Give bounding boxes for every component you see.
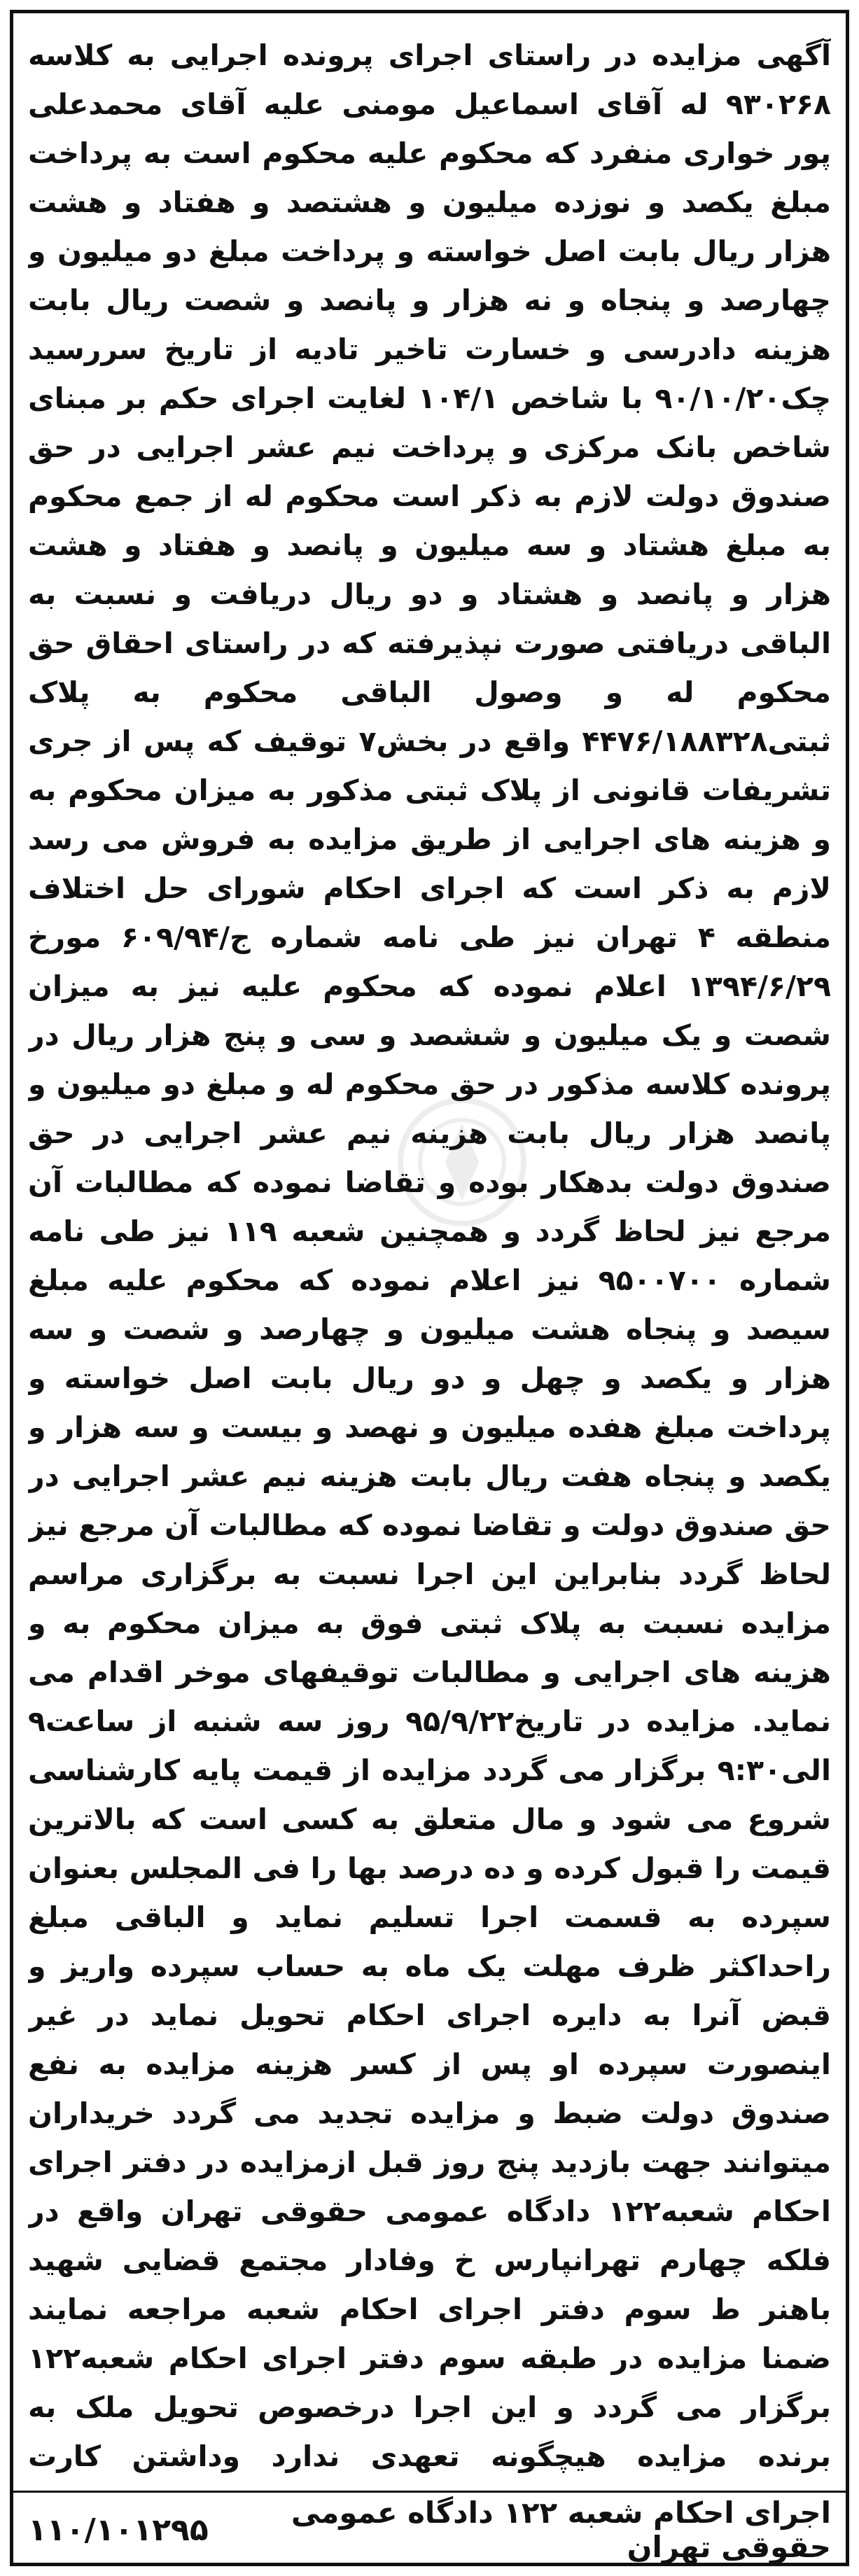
notice-footer bbox=[28, 2496, 831, 2564]
notice-number: ۱۱۰/۱۰۱۲۹۵ bbox=[28, 2512, 209, 2548]
auction-notice-text: آگهی مزایده در راستای اجرای پرونده اجرایی به کلاسه ۹۳۰۲۶۸ له آقای اسماعیل مومنی علیه آقای محمدعلی پور خواری منفرد که محکوم علیه محکوم است به پرداخت مبلغ یکصد و نوزده میلیون و هشتصد و هفتاد و هشت هزار ریال بابت اصل خواسته و پرداخت مبلغ دو میلیون و چهارصد و پنجاه و نه هزار و پانصد و شصت ریال بابت هزینه دادرسی و خسارت تاخیر تادیه از تاریخ سررسید چک۹۰/۱۰/۲۰ با شاخص ۱۰۴/۱ لغایت اجرای حکم بر مبنای شاخص بانک مرکزی و پرداخت نیم عشر اجرایی در حق صندوق دولت لازم به ذکر است محکوم له از جمع محکوم به مبلغ هشتاد و سه میلیون و پانصد و هفتاد و هشت هزار و پانصد و هشتاد و دو ریال دریافت و نسبت به الباقی دریافتی صورت نپذیرفته که در راستای احقاق حق محکوم له و وصول الباقی محکوم به پلاک ثبتی۴۴۷۶/۱۸۸۳۲۸ واقع در بخش۷ توقیف که پس از جری تشریفات قانونی از پلاک ثبتی مذکور به میزان محکوم به و هزینه های اجرایی از طریق مزایده به فروش می رسد لازم به ذکر است که اجرای احکام شورای حل اختلاف منطقه ۴ تهران نیز طی نامه شماره ج/۶۰۹/۹۴ مورخ ۱۳۹۴/۶/۲۹ اعلام نموده که محکوم علیه نیز به میزان شصت و یک میلیون و ششصد و سی و پنج هزار ریال در پرونده کلاسه مذکور در حق محکوم له و مبلغ دو میلیون و پانصد هزار ریال بابت هزینه نیم عشر اجرایی در حق صندوق دولت بدهکار بوده و تقاضا نموده که مطالبات آن مرجع نیز لحاظ گردد و همچنین شعبه ۱۱۹ نیز طی نامه شماره ۹۵۰۰۷۰۰ نیز اعلام نموده که محکوم علیه مبلغ سیصد و پنجاه هشت میلیون و چهارصد و شصت و سه هزار و یکصد و چهل و دو ریال بابت اصل خواسته و پرداخت مبلغ هفده میلیون و نهصد و بیست و سه هزار و یکصد و پنجاه هفت ریال بابت هزینه نیم عشر اجرایی در حق صندوق دولت و تقاضا نموده که مطالبات آن مرجع نیز لحاظ گردد بنابراین این اجرا نسبت به برگزاری مراسم مزایده نسبت به پلاک ثبتی فوق به میزان محکوم به و هزینه های اجرایی و مطالبات توقیفهای موخر اقدام می نماید. مزایده در تاریخ۹۵/۹/۲۲ روز سه شنبه از ساعت۹ الی۹:۳۰ برگزار می گردد مزایده از قیمت پایه کارشناسی شروع می شود و مال متعلق به کسی است که بالاترین قیمت را قبول کرده و ده درصد بها را فی المجلس بعنوان سپرده به قسمت اجرا تسلیم نماید و الباقی مبلغ راحداکثر ظرف مهلت یک ماه به حساب سپرده واریز و قبض آنرا به دایره اجرای احکام تحویل نماید در غیر اینصورت سپرده او پس از کسر هزینه مزایده به نفع صندوق دولت ضبط و مزایده تجدید می گردد خریداران میتوانند جهت بازدید پنج روز قبل ازمزایده در دفتر اجرای احکام شعبه۱۲۲ دادگاه عمومی حقوقی تهران واقع در فلکه چهارم تهرانپارس خ وفادار مجتمع قضایی شهید باهنر ط سوم دفتر اجرای احکام شعبه مراجعه نمایند ضمنا مزایده در طبقه سوم دفتر اجرای احکام شعبه۱۲۲ برگزار می گردد و این اجرا درخصوص تحویل ملک به برنده مزایده هیچگونه تعهدی ندارد وداشتن کارت bbox=[28, 38, 831, 2473]
issuing-court: اجرای احکام شعبه ۱۲۲ دادگاه عمومی حقوقی تهران bbox=[291, 2496, 831, 2564]
footer-divider bbox=[13, 2491, 846, 2493]
